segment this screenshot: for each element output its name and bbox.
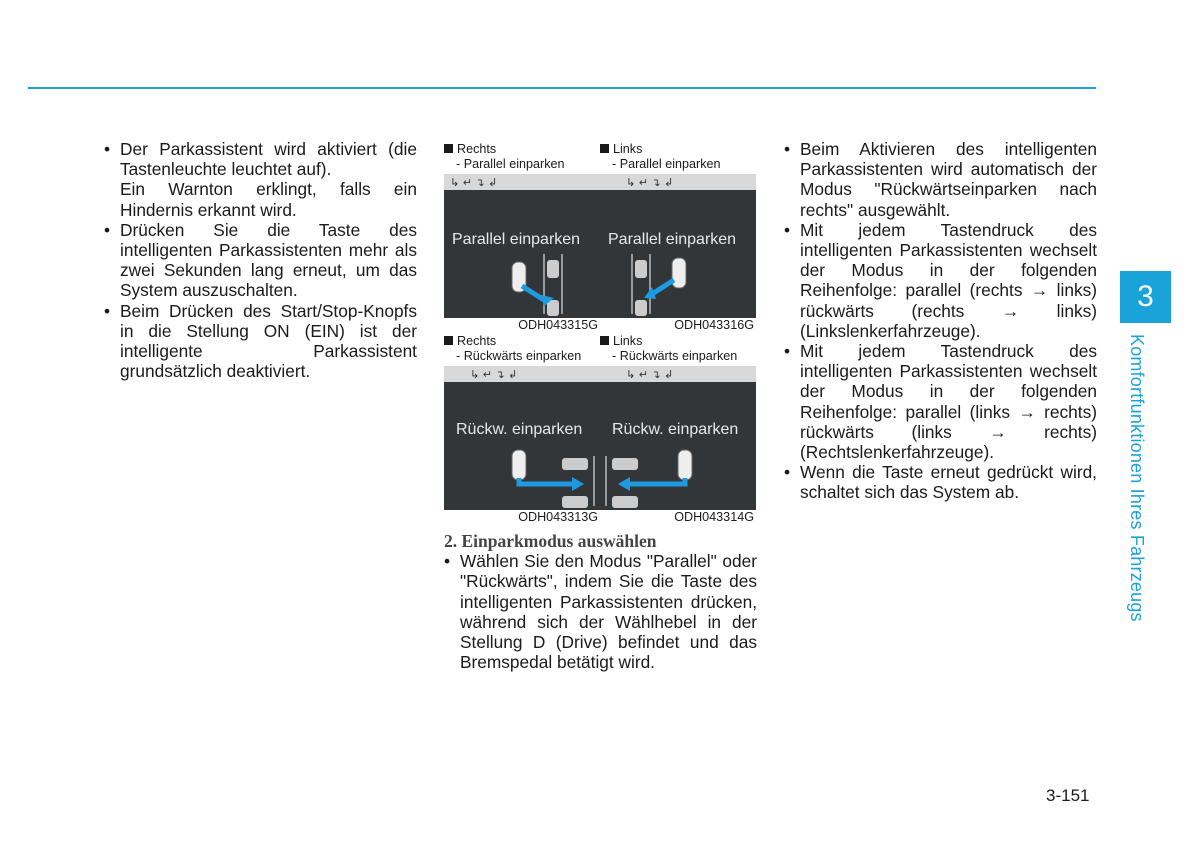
right-bullet-3: • Mit jedem Tastendruck des intelligenten Parkassistenten wechselt der Modus in der folgenden Reihenfolge: parallel (links → rechts) rückwärts (links → rechts) (Rechtslenkerfahrzeuge). bbox=[784, 341, 1097, 462]
figure-code: ODH043316G bbox=[674, 318, 754, 332]
display-screen bbox=[600, 174, 756, 318]
figure-left-reverse bbox=[600, 334, 756, 525]
figure-right-parallel bbox=[444, 142, 600, 333]
section-heading: 2. Einparkmodus auswählen bbox=[444, 531, 657, 551]
figure-right-reverse bbox=[444, 334, 600, 525]
left-bullet-2: • Drücken Sie die Taste des intelligenten Parkassistenten mehr als zwei Sekunden lang erneut, um das System auszuschalten. bbox=[104, 220, 417, 301]
left-bullet-3: • Beim Drücken des Start/Stop-Knopfs in die Stellung ON (EIN) ist der intelligente Parkassistent grundsätzlich deaktiviert. bbox=[104, 301, 417, 382]
left-bullet-1-continuation: Ein Warnton erklingt, falls ein Hindernis erkannt wird. bbox=[120, 179, 417, 220]
figure-side-label: Links bbox=[613, 334, 643, 348]
figure-mode-label: - Rückwärts einparken bbox=[612, 348, 738, 363]
screen-title: Parallel einparken bbox=[452, 231, 581, 248]
chapter-number-tab: 3 bbox=[1120, 271, 1171, 323]
square-bullet-icon bbox=[444, 336, 453, 345]
figure-code: ODH043313G bbox=[518, 510, 598, 524]
square-bullet-icon bbox=[600, 336, 609, 345]
right-bullet-2: • Mit jedem Tastendruck des intelligenten Parkassistenten wechselt der Modus in der folgenden Reihenfolge: parallel (rechts → links) rückwärts (rechts → links) (Linkslenkerfahrzeuge). bbox=[784, 220, 1097, 341]
figure-mode-label: - Parallel einparken bbox=[456, 156, 565, 171]
right-bullet-1: • Beim Aktivieren des intelligenten Parkassistenten wird automatisch der Modus "Rückwärtseinparken nach rechts" ausgewählt. bbox=[784, 139, 1097, 220]
display-screen bbox=[444, 174, 600, 318]
chapter-title: Komfortfunktionen Ihres Fahrzeugs bbox=[1127, 334, 1147, 622]
figure-code: ODH043315G bbox=[518, 318, 598, 332]
display-screen bbox=[444, 366, 600, 510]
figure-side-label: Rechts bbox=[457, 142, 497, 156]
left-column bbox=[104, 139, 417, 381]
middle-bullet-1: • Wählen Sie den Modus "Parallel" oder "Rückwärts", indem Sie die Taste des intelligenten Parkassistenten drücken, während sich der Wählhebel in der Stellung D (Drive) befindet und das Bremspedal betätigt wird. bbox=[444, 551, 757, 672]
header-rule bbox=[28, 87, 1096, 89]
figure-side-label: Links bbox=[613, 142, 643, 156]
square-bullet-icon bbox=[444, 144, 453, 153]
screen-title: Rückw. einparken bbox=[456, 421, 583, 438]
figure-side-label: Rechts bbox=[457, 334, 497, 348]
middle-column bbox=[444, 531, 757, 672]
figure-caption bbox=[444, 142, 600, 174]
mode-arrows-icon: ↳ ↵ ↴ ↲ bbox=[470, 368, 518, 381]
figure-mode-label: - Parallel einparken bbox=[612, 156, 721, 171]
page-number: 3-151 bbox=[1046, 786, 1090, 805]
mode-arrows-icon: ↳ ↵ ↴ ↲ bbox=[626, 176, 674, 189]
figure-caption bbox=[600, 334, 756, 366]
mode-arrows-icon: ↳ ↵ ↴ ↲ bbox=[626, 368, 674, 381]
figure-left-parallel bbox=[600, 142, 756, 333]
display-screen bbox=[600, 366, 756, 510]
figure-caption bbox=[600, 142, 756, 174]
right-bullet-4: • Wenn die Taste erneut gedrückt wird, schaltet sich das System ab. bbox=[784, 462, 1097, 502]
screen-title: Parallel einparken bbox=[608, 231, 737, 248]
screen-title: Rückw. einparken bbox=[612, 421, 739, 438]
left-bullet-1: • Der Parkassistent wird aktiviert (die Tastenleuchte leuchtet auf). bbox=[104, 139, 417, 179]
mode-arrows-icon: ↳ ↵ ↴ ↲ bbox=[450, 176, 498, 189]
figure-code: ODH043314G bbox=[674, 510, 754, 524]
figure-caption bbox=[444, 334, 600, 366]
figure-mode-label: - Rückwärts einparken bbox=[456, 348, 582, 363]
square-bullet-icon bbox=[600, 144, 609, 153]
right-column bbox=[784, 139, 1097, 503]
